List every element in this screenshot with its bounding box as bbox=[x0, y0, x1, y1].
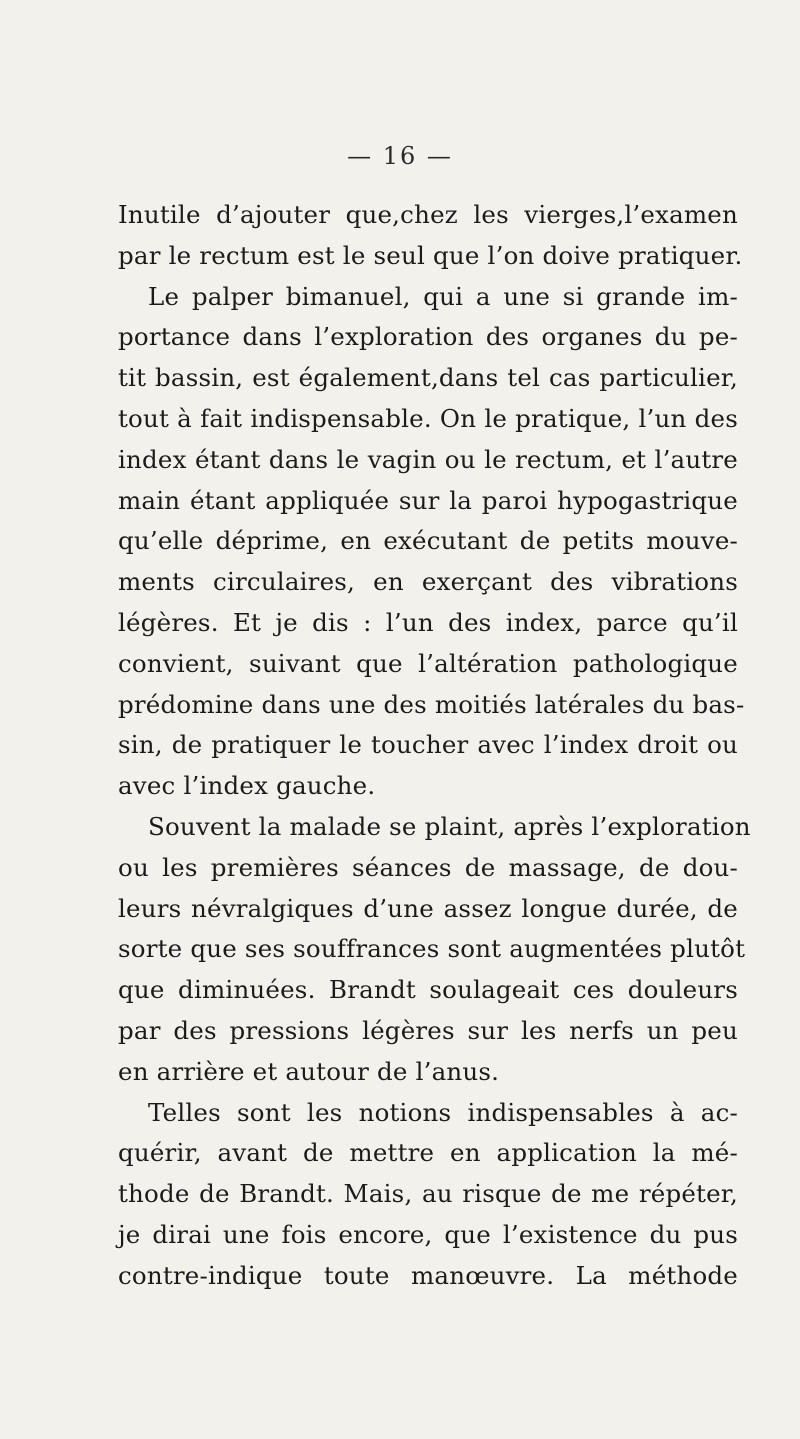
text-line: main étant appliquée sur la paroi hypogastrique bbox=[118, 485, 738, 515]
text-line: en arrière et autour de l’anus. bbox=[118, 1056, 500, 1086]
text-line: index étant dans le vagin ou le rectum, et l’autre bbox=[118, 444, 738, 474]
text-line: tout à fait indispensable. On le pratique, l’un des bbox=[118, 403, 738, 433]
text-line: leurs névralgiques d’une assez longue durée, de bbox=[118, 893, 738, 923]
text-line: Telles sont les notions indispensables à ac- bbox=[148, 1097, 738, 1127]
text-line: Souvent la malade se plaint, après l’exploration bbox=[148, 811, 751, 841]
text-line: avec l’index gauche. bbox=[118, 771, 376, 801]
text-line: qu’elle déprime, en exécutant de petits mouve- bbox=[118, 526, 738, 556]
text-line: tit bassin, est également,dans tel cas particulier, bbox=[118, 363, 738, 393]
text-line: je dirai une fois encore, que l’existence du pus bbox=[118, 1219, 738, 1249]
text-line: ou les premières séances de massage, de dou- bbox=[118, 852, 738, 882]
text-line: sorte que ses souffrances sont augmentées plutôt bbox=[118, 934, 746, 964]
text-line: ments circulaires, en exerçant des vibrations bbox=[118, 567, 738, 597]
text-line: prédomine dans une des moitiés latérales du bas- bbox=[118, 689, 745, 719]
text-line: par des pressions légères sur les nerfs un peu bbox=[118, 1015, 738, 1045]
page-number: — 16 — bbox=[347, 142, 453, 170]
text-line: convient, suivant que l’altération pathologique bbox=[118, 648, 738, 678]
text-line: que diminuées. Brandt soulageait ces douleurs bbox=[118, 975, 738, 1005]
text-line: quérir, avant de mettre en application la mé- bbox=[118, 1138, 738, 1168]
text-line: sin, de pratiquer le toucher avec l’index droit ou bbox=[118, 730, 738, 760]
text-line: portance dans l’exploration des organes du pe- bbox=[118, 322, 738, 352]
text-line: Inutile d’ajouter que,chez les vierges,l’examen bbox=[118, 200, 738, 229]
text-line: contre-indique toute manœuvre. La méthode bbox=[118, 1260, 738, 1290]
text-line: légères. Et je dis : l’un des index, parce qu’il bbox=[118, 607, 738, 637]
text-line: par le rectum est le seul que l’on doive pratiquer. bbox=[118, 240, 743, 270]
text-line: Le palper bimanuel, qui a une si grande im- bbox=[148, 281, 738, 311]
body-text bbox=[118, 195, 751, 1297]
text-line: thode de Brandt. Mais, au risque de me répéter, bbox=[118, 1179, 738, 1209]
